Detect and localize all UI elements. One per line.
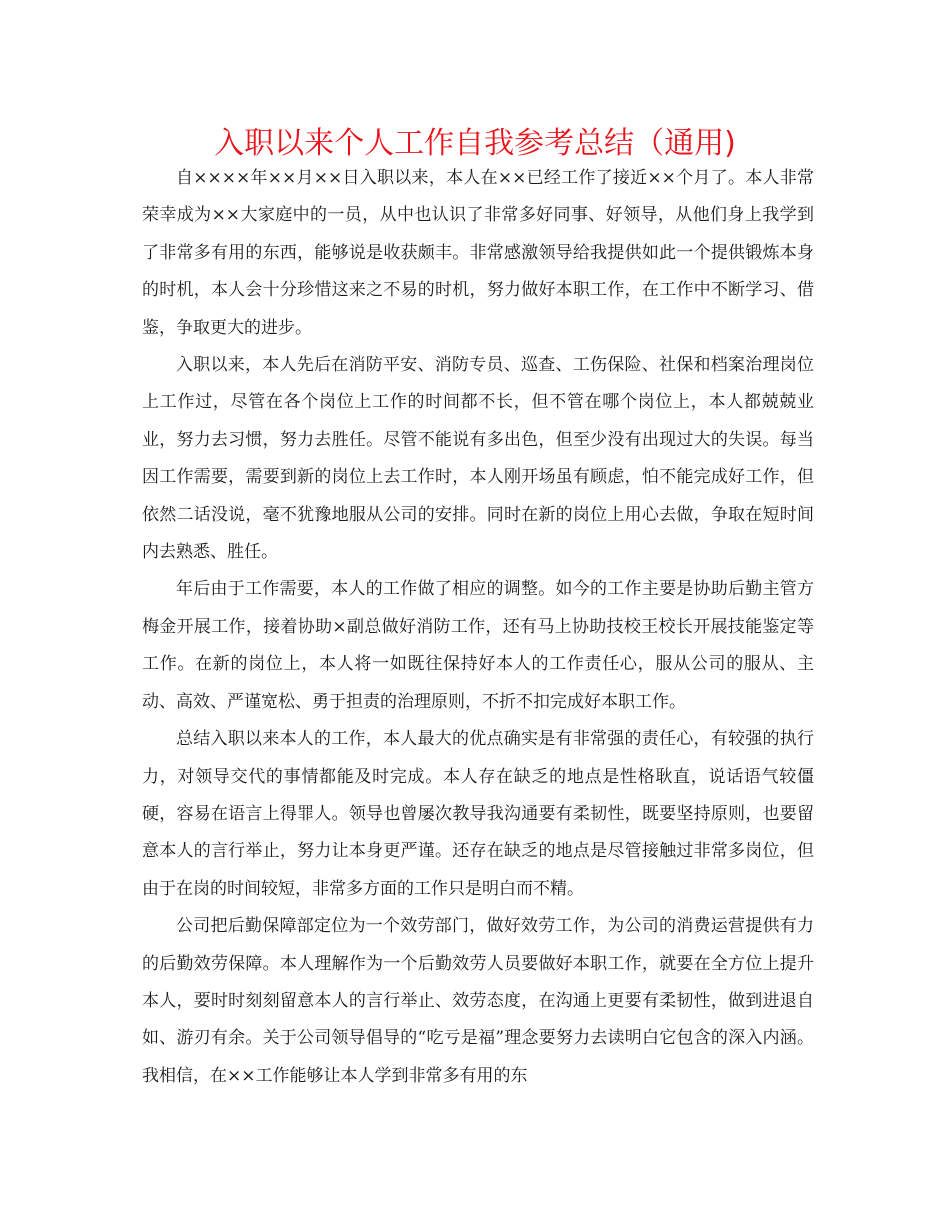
paragraph: 总结入职以来本人的工作，本人最大的优点确实是有非常强的责任心，有较强的执行力，对领导交代的事情都能及时完成。本人存在缺乏的地点是性格耿直，说话语气较僵硬，容易在语言上得罪人。领导也曾屡次教导我沟通要有柔韧性，既要坚持原则，也要留意本人的言行举止，努力让本身更严谨。还存在缺乏的地点是尽管接触过非常多岗位，但由于在岗的时间较短，非常多方面的工作只是明白而不精。 [142,729,814,899]
paragraph: 公司把后勤保障部定位为一个效劳部门，做好效劳工作，为公司的消费运营提供有力的后勤效劳保障。本人理解作为一个后勤效劳人员要做好本职工作，就要在全方位上提升本人，要时时刻刻留意本人的言行举止、效劳态度，在沟通上更要有柔韧性，做到进退自如、游刃有余。关于公司领导倡导的“吃亏是福”理念要努力去读明白它包含的深入内涵。我相信，在××工作能够让本人学到非常多有用的东 [142,916,814,1086]
paragraph: 入职以来，本人先后在消防平安、消防专员、巡查、工伤保险、社保和档案治理岗位上工作过，尽管在各个岗位上工作的时间都不长，但不管在哪个岗位上，本人都兢兢业业，努力去习惯，努力去胜任。尽管不能说有多出色，但至少没有出现过大的失误。每当因工作需要，需要到新的岗位上去工作时，本人刚开场虽有顾虑，怕不能完成好工作，但依然二话没说，毫不犹豫地服从公司的安排。同时在新的岗位上用心去做，争取在短时间内去熟悉、胜任。 [142,355,814,563]
document-body [142,160,814,1095]
document-title: 入职以来个人工作自我参考总结（通用) [214,126,736,161]
paragraph: 年后由于工作需要，本人的工作做了相应的调整。如今的工作主要是协助后勤主管方梅金开展工作，接着协助×副总做好消防工作，还有马上协助技校王校长开展技能鉴定等工作。在新的岗位上，本人将一如既往保持好本人的工作责任心，服从公司的服从、主动、高效、严谨宽松、勇于担责的治理原则，不折不扣完成好本职工作。 [142,579,814,712]
paragraph: 自××××年××月××日入职以来，本人在××已经工作了接近××个月了。本人非常荣幸成为××大家庭中的一员，从中也认识了非常多好同事、好领导，从他们身上我学到了非常多有用的东西，能够说是收获颇丰。非常感激领导给我提供如此一个提供锻炼本身的时机，本人会十分珍惜这来之不易的时机，努力做好本职工作，在工作中不断学习、借鉴，争取更大的进步。 [142,168,814,338]
